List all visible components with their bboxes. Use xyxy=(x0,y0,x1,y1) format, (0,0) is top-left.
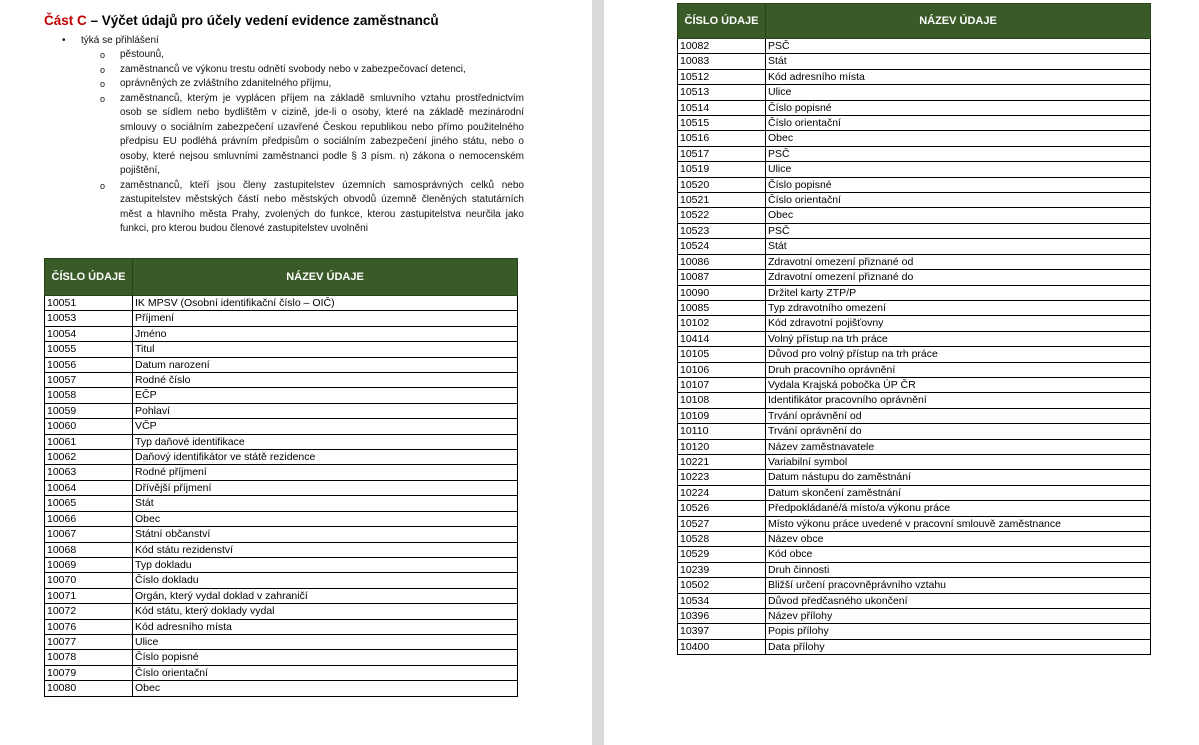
table-row xyxy=(678,300,1151,315)
sub-item xyxy=(100,63,524,78)
column-header-name: NÁZEV ÚDAJE xyxy=(133,259,518,296)
cell-number: 10061 xyxy=(45,434,133,449)
cell-number: 10524 xyxy=(678,239,766,254)
table-row xyxy=(678,85,1151,100)
cell-name: Data přílohy xyxy=(766,639,1151,654)
cell-name: Popis přílohy xyxy=(766,624,1151,639)
table-row xyxy=(678,331,1151,346)
table-row xyxy=(678,177,1151,192)
cell-number: 10083 xyxy=(678,54,766,69)
cell-number: 10057 xyxy=(45,373,133,388)
table-row xyxy=(678,208,1151,223)
cell-number: 10076 xyxy=(45,619,133,634)
cell-number: 10078 xyxy=(45,650,133,665)
cell-name: Pohlaví xyxy=(133,403,518,418)
cell-number: 10108 xyxy=(678,393,766,408)
sub-item-text: zaměstnanců ve výkonu trestu odnětí svobody nebo v zabezpečovací detenci, xyxy=(120,63,466,75)
cell-number: 10056 xyxy=(45,357,133,372)
cell-name: Identifikátor pracovního oprávnění xyxy=(766,393,1151,408)
table-row xyxy=(45,311,518,326)
table-header-row xyxy=(45,259,518,296)
table-row xyxy=(45,465,518,480)
cell-name: Datum narození xyxy=(133,357,518,372)
section-heading-part: Část C xyxy=(44,13,87,28)
table-row xyxy=(45,480,518,495)
sub-item-text: zaměstnanců, kteří jsou členy zastupitelstev územních samosprávných celků nebo zastupitelstev městských částí nebo městských obvodů územně členěných statutárních měst a hlavního města Prahy, zvolených do funkce, kterou zastupitelstva neurčila jako funkci, pro kterou budou členové zastupitelstev uvolněni xyxy=(120,179,524,234)
cell-name: PSČ xyxy=(766,146,1151,161)
cell-number: 10400 xyxy=(678,639,766,654)
cell-number: 10106 xyxy=(678,362,766,377)
cell-number: 10527 xyxy=(678,516,766,531)
table-row xyxy=(678,593,1151,608)
cell-name: Obec xyxy=(766,208,1151,223)
cell-number: 10221 xyxy=(678,454,766,469)
table-row xyxy=(45,403,518,418)
table-row xyxy=(678,516,1151,531)
cell-name: Číslo popisné xyxy=(766,100,1151,115)
table-row xyxy=(678,285,1151,300)
data-table-left xyxy=(44,258,518,697)
table-row xyxy=(678,270,1151,285)
cell-name: Volný přístup na trh práce xyxy=(766,331,1151,346)
cell-number: 10120 xyxy=(678,439,766,454)
cell-name: Zdravotní omezení přiznané od xyxy=(766,254,1151,269)
sub-item-text: oprávněných ze zvláštního zdanitelného příjmu, xyxy=(120,78,332,89)
cell-name: Kód adresního místa xyxy=(133,619,518,634)
cell-number: 10054 xyxy=(45,326,133,341)
cell-name: Zdravotní omezení přiznané do xyxy=(766,270,1151,285)
cell-number: 10055 xyxy=(45,342,133,357)
cell-number: 10414 xyxy=(678,331,766,346)
table-row xyxy=(678,54,1151,69)
circle-bullet-icon: o xyxy=(100,50,106,60)
section-heading-title: – Výčet údajů pro účely vedení evidence zaměstnanců xyxy=(86,13,439,28)
cell-number: 10534 xyxy=(678,593,766,608)
cell-name: Obec xyxy=(133,511,518,526)
cell-number: 10516 xyxy=(678,131,766,146)
cell-number: 10065 xyxy=(45,496,133,511)
cell-number: 10109 xyxy=(678,408,766,423)
cell-number: 10102 xyxy=(678,316,766,331)
cell-name: Bližší určení pracovněprávního vztahu xyxy=(766,578,1151,593)
cell-number: 10110 xyxy=(678,424,766,439)
cell-name: Kód obce xyxy=(766,547,1151,562)
cell-number: 10060 xyxy=(45,419,133,434)
table-row xyxy=(45,634,518,649)
cell-number: 10526 xyxy=(678,501,766,516)
cell-number: 10519 xyxy=(678,162,766,177)
cell-name: Stát xyxy=(133,496,518,511)
cell-number: 10513 xyxy=(678,85,766,100)
table-row xyxy=(678,316,1151,331)
cell-number: 10066 xyxy=(45,511,133,526)
cell-number: 10523 xyxy=(678,223,766,238)
cell-number: 10077 xyxy=(45,634,133,649)
table-row xyxy=(678,624,1151,639)
table-row xyxy=(678,547,1151,562)
section-heading xyxy=(44,13,439,28)
circle-bullet-icon: o xyxy=(100,79,106,89)
cell-number: 10090 xyxy=(678,285,766,300)
table-row xyxy=(45,665,518,680)
cell-number: 10086 xyxy=(678,254,766,269)
table-row xyxy=(678,408,1151,423)
table-row xyxy=(678,501,1151,516)
cell-name: Státní občanství xyxy=(133,527,518,542)
cell-name: Držitel karty ZTP/P xyxy=(766,285,1151,300)
cell-name: Vydala Krajská pobočka ÚP ČR xyxy=(766,377,1151,392)
cell-number: 10107 xyxy=(678,377,766,392)
cell-name: Kód státu, který doklady vydal xyxy=(133,604,518,619)
table-row xyxy=(678,254,1151,269)
table-row xyxy=(45,296,518,311)
bullet-text: týká se přihlášení xyxy=(81,35,159,46)
cell-number: 10064 xyxy=(45,480,133,495)
sub-item xyxy=(100,179,524,237)
sub-item-text: zaměstnanců, kterým je vyplácen příjem na základě smluvního vztahu prostřednictvím osob se sídlem nebo bydlištěm v cizině, jde-li o osoby, které na základě mezinárodní smlouvy o sociálním zabezpečení uzavřené Českou republikou nebo přímo použitelného předpisu EU podléhá právním předpisům o sociálním zabezpečení jiného státu, nebo o osoby, které nejsou smluvními zaměstnanci podle § 3 písm. n) zákona o nemocenském pojištění, xyxy=(120,92,524,176)
cell-name: Číslo orientační xyxy=(133,665,518,680)
cell-number: 10063 xyxy=(45,465,133,480)
table-row xyxy=(45,527,518,542)
table-row xyxy=(45,434,518,449)
cell-name: Číslo orientační xyxy=(766,193,1151,208)
cell-number: 10514 xyxy=(678,100,766,115)
cell-name: PSČ xyxy=(766,223,1151,238)
table-row xyxy=(678,116,1151,131)
data-table-right xyxy=(677,3,1151,655)
cell-name: Ulice xyxy=(766,85,1151,100)
cell-number: 10062 xyxy=(45,450,133,465)
cell-name: PSČ xyxy=(766,39,1151,54)
table-row xyxy=(678,454,1151,469)
table-row xyxy=(678,609,1151,624)
cell-name: Typ zdravotního omezení xyxy=(766,300,1151,315)
table-row xyxy=(45,373,518,388)
cell-number: 10087 xyxy=(678,270,766,285)
cell-number: 10223 xyxy=(678,470,766,485)
cell-name: Číslo popisné xyxy=(133,650,518,665)
circle-bullet-icon: o xyxy=(100,180,106,191)
bullet-icon: • xyxy=(62,35,66,46)
cell-name: Typ daňové identifikace xyxy=(133,434,518,449)
cell-name: Předpokládané/á místo/a výkonu práce xyxy=(766,501,1151,516)
cell-number: 10069 xyxy=(45,557,133,572)
cell-name: Důvod předčasného ukončení xyxy=(766,593,1151,608)
cell-number: 10517 xyxy=(678,146,766,161)
table-row xyxy=(45,357,518,372)
cell-number: 10397 xyxy=(678,624,766,639)
cell-number: 10072 xyxy=(45,604,133,619)
cell-name: Datum nástupu do zaměstnání xyxy=(766,470,1151,485)
column-header-name: NÁZEV ÚDAJE xyxy=(766,4,1151,39)
table-row xyxy=(45,650,518,665)
cell-name: Ulice xyxy=(133,634,518,649)
cell-number: 10522 xyxy=(678,208,766,223)
cell-number: 10512 xyxy=(678,69,766,84)
table-row xyxy=(678,39,1151,54)
cell-name: Druh pracovního oprávnění xyxy=(766,362,1151,377)
table-row xyxy=(678,69,1151,84)
table-row xyxy=(45,342,518,357)
table-row xyxy=(678,193,1151,208)
cell-number: 10528 xyxy=(678,532,766,547)
cell-number: 10396 xyxy=(678,609,766,624)
cell-name: Stát xyxy=(766,54,1151,69)
cell-name: Obec xyxy=(133,681,518,696)
cell-number: 10071 xyxy=(45,588,133,603)
table-row xyxy=(678,424,1151,439)
cell-name: Kód státu rezidenství xyxy=(133,542,518,557)
table-header-row xyxy=(678,4,1151,39)
cell-name: Dřívější příjmení xyxy=(133,480,518,495)
cell-name: IK MPSV (Osobní identifikační číslo – OIČ) xyxy=(133,296,518,311)
cell-number: 10051 xyxy=(45,296,133,311)
table-row xyxy=(45,496,518,511)
cell-number: 10529 xyxy=(678,547,766,562)
table-row xyxy=(678,439,1151,454)
table-row xyxy=(678,393,1151,408)
cell-name: Variabilní symbol xyxy=(766,454,1151,469)
cell-name: Místo výkonu práce uvedené v pracovní smlouvě zaměstnance xyxy=(766,516,1151,531)
cell-number: 10520 xyxy=(678,177,766,192)
cell-number: 10067 xyxy=(45,527,133,542)
cell-name: Jméno xyxy=(133,326,518,341)
cell-number: 10515 xyxy=(678,116,766,131)
cell-number: 10079 xyxy=(45,665,133,680)
cell-number: 10068 xyxy=(45,542,133,557)
column-header-number: ČÍSLO ÚDAJE xyxy=(45,259,133,296)
cell-name: Datum skončení zaměstnání xyxy=(766,485,1151,500)
table-row xyxy=(678,362,1151,377)
cell-name: Číslo popisné xyxy=(766,177,1151,192)
cell-number: 10082 xyxy=(678,39,766,54)
cell-name: Rodné příjmení xyxy=(133,465,518,480)
table-row xyxy=(678,347,1151,362)
table-row xyxy=(45,450,518,465)
cell-name: Stát xyxy=(766,239,1151,254)
cell-name: Obec xyxy=(766,131,1151,146)
sub-item-list xyxy=(100,48,524,237)
table-row xyxy=(678,131,1151,146)
table-row xyxy=(45,681,518,696)
table-row xyxy=(45,326,518,341)
column-header-number: ČÍSLO ÚDAJE xyxy=(678,4,766,39)
cell-name: Kód zdravotní pojišťovny xyxy=(766,316,1151,331)
cell-name: VČP xyxy=(133,419,518,434)
table-row xyxy=(678,562,1151,577)
table-row xyxy=(45,511,518,526)
table-row xyxy=(678,239,1151,254)
cell-name: Důvod pro volný přístup na trh práce xyxy=(766,347,1151,362)
table-row xyxy=(45,557,518,572)
cell-number: 10058 xyxy=(45,388,133,403)
table-row xyxy=(678,100,1151,115)
table-row xyxy=(45,604,518,619)
cell-name: Trvání oprávnění do xyxy=(766,424,1151,439)
cell-name: Příjmení xyxy=(133,311,518,326)
cell-number: 10059 xyxy=(45,403,133,418)
cell-number: 10105 xyxy=(678,347,766,362)
sub-item xyxy=(100,77,524,92)
cell-number: 10085 xyxy=(678,300,766,315)
cell-name: Název obce xyxy=(766,532,1151,547)
table-row xyxy=(678,162,1151,177)
table-row xyxy=(45,619,518,634)
table-row xyxy=(45,419,518,434)
table-row xyxy=(678,578,1151,593)
cell-name: Rodné číslo xyxy=(133,373,518,388)
cell-number: 10239 xyxy=(678,562,766,577)
cell-number: 10070 xyxy=(45,573,133,588)
cell-name: Orgán, který vydal doklad v zahraničí xyxy=(133,588,518,603)
cell-name: Číslo dokladu xyxy=(133,573,518,588)
cell-name: Název přílohy xyxy=(766,609,1151,624)
table-row xyxy=(45,542,518,557)
cell-name: Typ dokladu xyxy=(133,557,518,572)
document-page-right xyxy=(604,0,1199,745)
cell-number: 10080 xyxy=(45,681,133,696)
cell-name: Číslo orientační xyxy=(766,116,1151,131)
circle-bullet-icon: o xyxy=(100,93,106,104)
cell-number: 10224 xyxy=(678,485,766,500)
table-row xyxy=(678,639,1151,654)
sub-item-text: pěstounů, xyxy=(120,49,164,60)
sub-item xyxy=(100,92,524,179)
table-row xyxy=(45,573,518,588)
table-row xyxy=(45,588,518,603)
table-row xyxy=(678,470,1151,485)
cell-name: EČP xyxy=(133,388,518,403)
table-row xyxy=(678,485,1151,500)
cell-number: 10053 xyxy=(45,311,133,326)
table-row xyxy=(678,223,1151,238)
cell-name: Kód adresního místa xyxy=(766,69,1151,84)
table-row xyxy=(678,377,1151,392)
cell-name: Trvání oprávnění od xyxy=(766,408,1151,423)
sub-item xyxy=(100,48,524,63)
table-row xyxy=(678,146,1151,161)
cell-name: Titul xyxy=(133,342,518,357)
circle-bullet-icon: o xyxy=(100,64,106,75)
cell-number: 10502 xyxy=(678,578,766,593)
cell-number: 10521 xyxy=(678,193,766,208)
cell-name: Druh činnosti xyxy=(766,562,1151,577)
cell-name: Daňový identifikátor ve státě rezidence xyxy=(133,450,518,465)
cell-name: Ulice xyxy=(766,162,1151,177)
table-row xyxy=(678,532,1151,547)
cell-name: Název zaměstnavatele xyxy=(766,439,1151,454)
document-page-left xyxy=(0,0,592,745)
table-row xyxy=(45,388,518,403)
